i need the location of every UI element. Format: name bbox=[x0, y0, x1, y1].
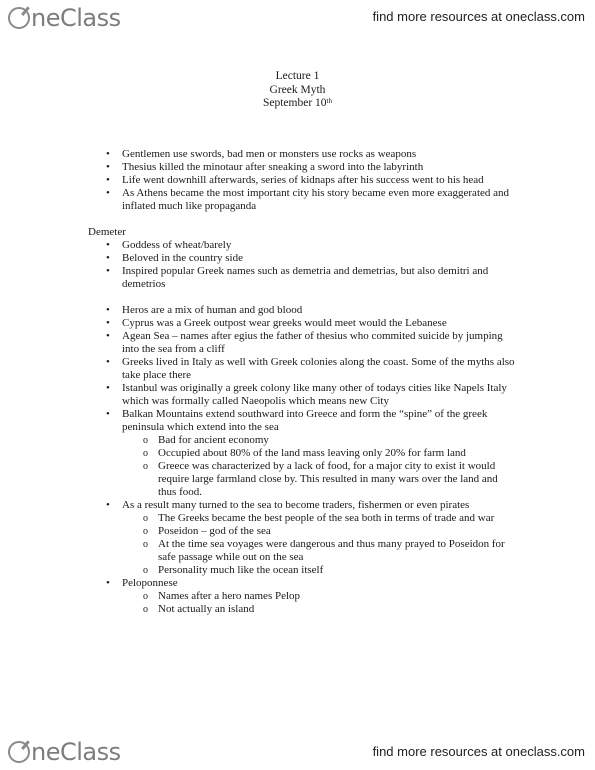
sub-list-item: o Not actually an island bbox=[0, 603, 515, 616]
sub-list-item: o At the time sea voyages were dangerous and thus many prayed to Poseidon for safe passage while out on the sea bbox=[0, 538, 515, 564]
list-item: • Inspired popular Greek names such as demetria and demetrias, but also demitri and demetrios bbox=[0, 265, 515, 291]
list-item: • Heros are a mix of human and god blood bbox=[0, 304, 515, 317]
sub-list-item: o The Greeks became the best people of the sea both in terms of trade and war bbox=[0, 512, 515, 525]
section-heading-demeter: Demeter bbox=[88, 226, 126, 238]
list-item: • Thesius killed the minotaur after sneaking a sword into the labyrinth bbox=[0, 161, 515, 174]
sub-list-item: o Occupied about 80% of the land mass leaving only 20% for farm land bbox=[0, 447, 515, 460]
list-item: • Gentlemen use swords, bad men or monsters use rocks as weapons bbox=[0, 148, 515, 161]
sub-list-item: o Greece was characterized by a lack of food, for a major city to exist it would require large farmland close by. This resulted in many wars over the land and thus food. bbox=[0, 460, 515, 499]
lecture-title: Lecture 1 bbox=[275, 70, 320, 82]
document-header bbox=[0, 70, 595, 111]
oneclass-logo-footer bbox=[8, 738, 121, 766]
list-item: • As Athens became the most important city his story became even more exaggerated and inflated much like propaganda bbox=[0, 187, 515, 213]
list-item: • Agean Sea – names after egius the father of thesius who commited suicide by jumping into the sea from a cliff bbox=[0, 330, 515, 356]
sub-list-item: o Names after a hero names Pelop bbox=[0, 590, 515, 603]
sub-list-item: o Personality much like the ocean itself bbox=[0, 564, 515, 577]
oneclass-logo bbox=[8, 4, 121, 32]
oneclass-o-icon bbox=[8, 7, 30, 29]
list-item: • Life went downhill afterwards, series of kidnaps after his success went to his head bbox=[0, 174, 515, 187]
tagline-link[interactable]: find more resources at oneclass.com bbox=[372, 9, 585, 24]
logo-text: neClass bbox=[31, 738, 121, 766]
list-item: • Balkan Mountains extend southward into Greece and form the “spine” of the greek peninsula which extend into the sea bbox=[0, 408, 515, 434]
oneclass-o-icon bbox=[8, 741, 30, 763]
list-item: • Greeks lived in Italy as well with Greek colonies along the coast. Some of the myths also take place there bbox=[0, 356, 515, 382]
tagline-link-footer[interactable]: find more resources at oneclass.com bbox=[372, 744, 585, 759]
lecture-date: September 10th bbox=[262, 97, 332, 109]
logo-text: neClass bbox=[31, 4, 121, 32]
list-item: • Peloponnese bbox=[0, 577, 515, 590]
list-item: • Cyprus was a Greek outpost wear greeks would meet would the Lebanese bbox=[0, 317, 515, 330]
course-title: Greek Myth bbox=[269, 83, 326, 96]
notes-body bbox=[0, 148, 595, 616]
sub-list-item: o Poseidon – god of the sea bbox=[0, 525, 515, 538]
list-item: • As a result many turned to the sea to become traders, fishermen or even pirates bbox=[0, 499, 515, 512]
sub-list-item: o Bad for ancient economy bbox=[0, 434, 515, 447]
list-item: • Istanbul was originally a greek colony like many other of todays cities like Napels Italy which was formally called Naeopolis which means new City bbox=[0, 382, 515, 408]
list-item: • Goddess of wheat/barely bbox=[0, 239, 515, 252]
list-item: • Beloved in the country side bbox=[0, 252, 515, 265]
